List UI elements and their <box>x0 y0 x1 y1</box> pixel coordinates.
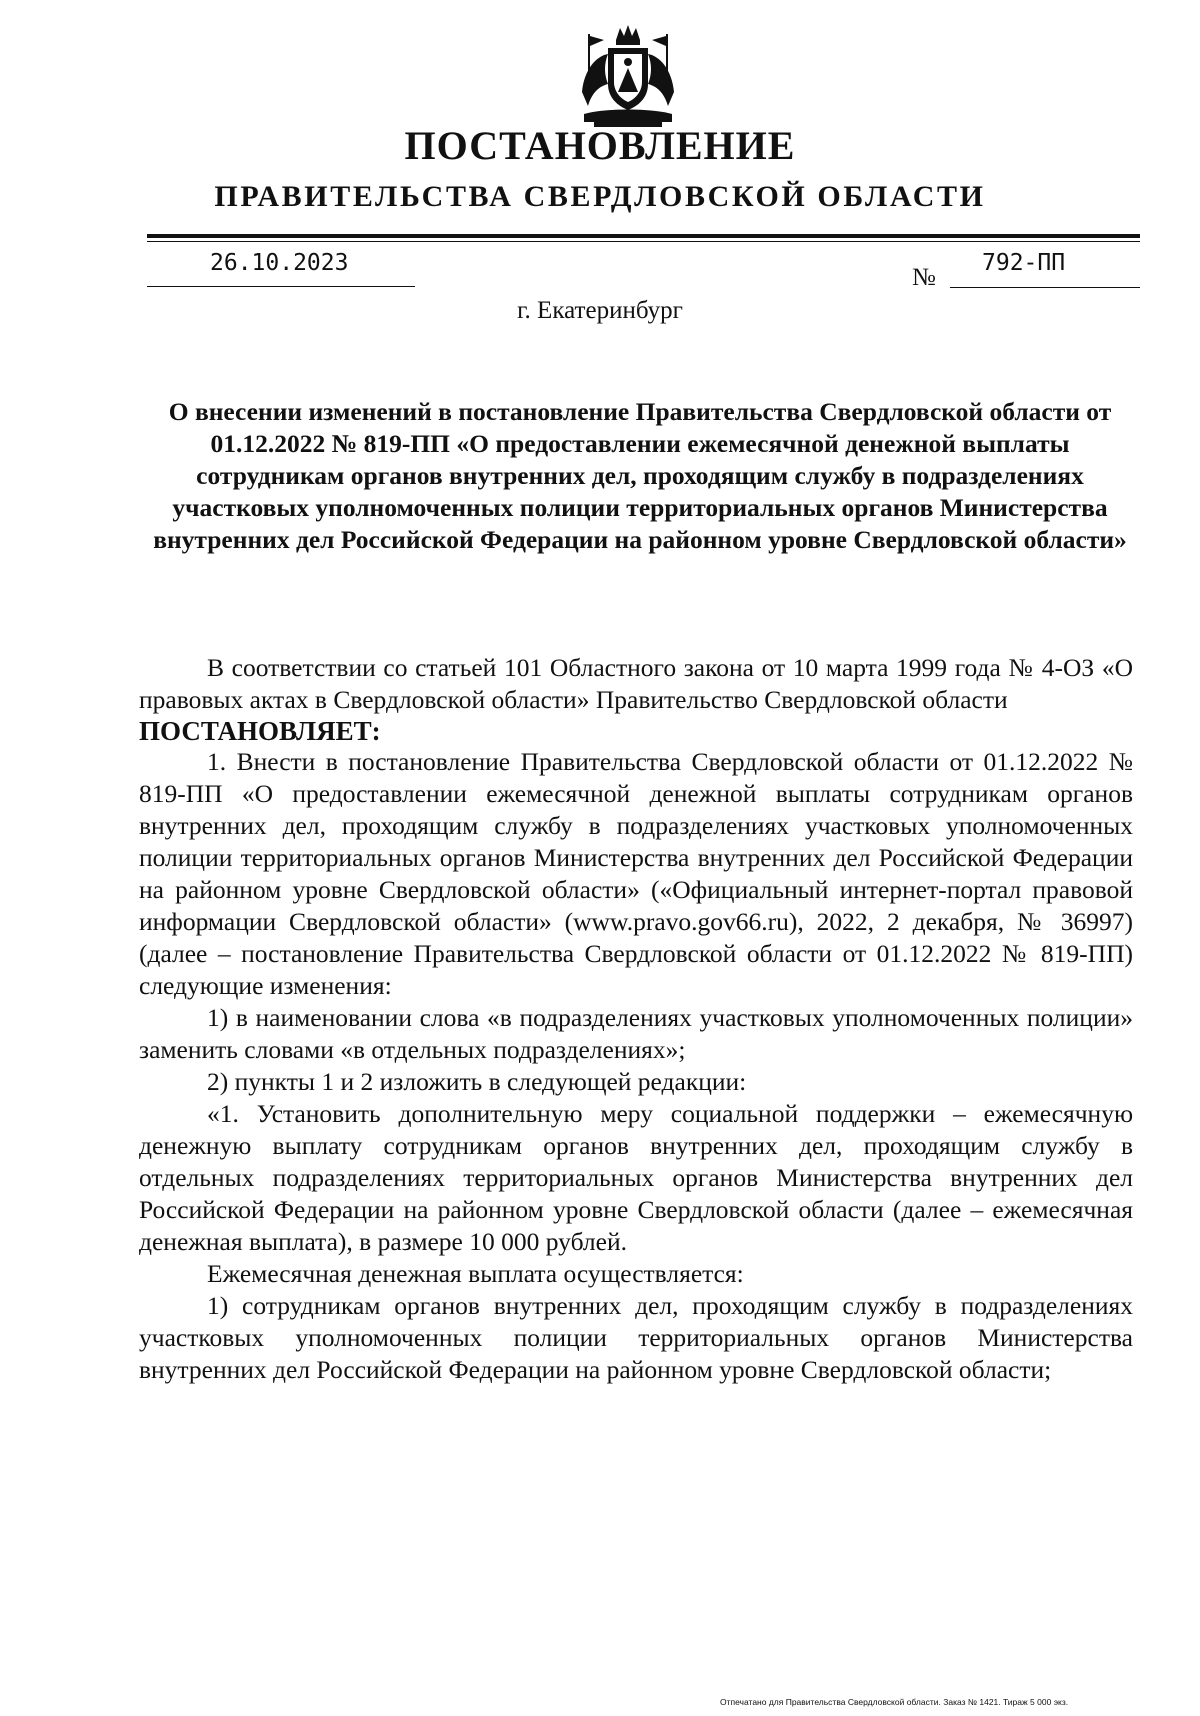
body-paragraph: «1. Установить дополнительную меру социальной поддержки – ежемесячную денежную выплату сотрудникам органов внутренних дел, проходящим службу в отдельных подразделениях территориальных органов Министерства внутренних дел Российской Федерации на районном уровне Свердловской области (далее – ежемесячная денежная выплата), в размере 10 000 рублей. <box>139 1099 1133 1256</box>
body-paragraph: 1) сотрудникам органов внутренних дел, проходящим службу в подразделениях участковых уполномоченных полиции территориальных органов Министерства внутренних дел Российской Федерации на районном уровне Свердловской области; <box>139 1291 1133 1384</box>
number-underline <box>950 287 1140 288</box>
body-paragraph: 1) в наименовании слова «в подразделениях участковых уполномоченных полиции» заменить словами «в отдельных подразделениях»; <box>139 1003 1133 1064</box>
print-note: Отпечатано для Правительства Свердловской области. Заказ № 1421. Тираж 5 000 экз. <box>720 1697 1069 1707</box>
document-date: 26.10.2023 <box>210 250 349 276</box>
resolves-label: ПОСТАНОВЛЯЕТ: <box>139 716 381 746</box>
number-sign: № <box>912 264 936 291</box>
header-rule-thick <box>147 234 1140 238</box>
body-paragraph: 2) пункты 1 и 2 изложить в следующей редакции: <box>207 1067 747 1096</box>
date-underline <box>147 286 415 287</box>
coat-of-arms-emblem <box>574 22 682 130</box>
issuing-authority: ПРАВИТЕЛЬСТВА СВЕРДЛОВСКОЙ ОБЛАСТИ <box>214 180 986 213</box>
body-paragraph: Ежемесячная денежная выплата осуществляется: <box>207 1259 744 1288</box>
document-title: ПОСТАНОВЛЕНИЕ <box>404 123 796 168</box>
header-rule-thin <box>147 241 1140 242</box>
document-body <box>139 652 1133 1386</box>
city-of-issue: г. Екатеринбург <box>517 297 683 324</box>
sverdlovsk-coat-of-arms-icon <box>574 22 682 130</box>
document-number: 792-ПП <box>982 250 1066 276</box>
document-heading: О внесении изменений в постановление Правительства Свердловской области от 01.12.2022 № 819-ПП «О предоставлении ежемесячной денежной выплаты сотрудникам органов внутренних дел, проходящим службу в подразделениях участковых уполномоченных полиции территориальных органов Министерства внутренних дел Российской Федерации на районном уровне Свердловской области» <box>153 397 1127 554</box>
preamble-paragraph: В соответствии со статьей 101 Областного закона от 10 марта 1999 года № 4-ОЗ «О правовых актах в Свердловской области» Правительство Свердловской области <box>139 653 1133 714</box>
body-paragraph: 1. Внести в постановление Правительства Свердловской области от 01.12.2022 № 819-ПП «О предоставлении ежемесячной денежной выплаты сотрудникам органов внутренних дел, проходящим службу в подразделениях участковых уполномоченных полиции территориальных органов Министерства внутренних дел Российской Федерации на районном уровне Свердловской области» («Официальный интернет-портал правовой информации Свердловской области» (www.pravo.gov66.ru), 2022, 2 декабря, № 36997) (далее – постановление Правительства Свердловской области от 01.12.2022 № 819-ПП) следующие изменения: <box>139 747 1133 1000</box>
